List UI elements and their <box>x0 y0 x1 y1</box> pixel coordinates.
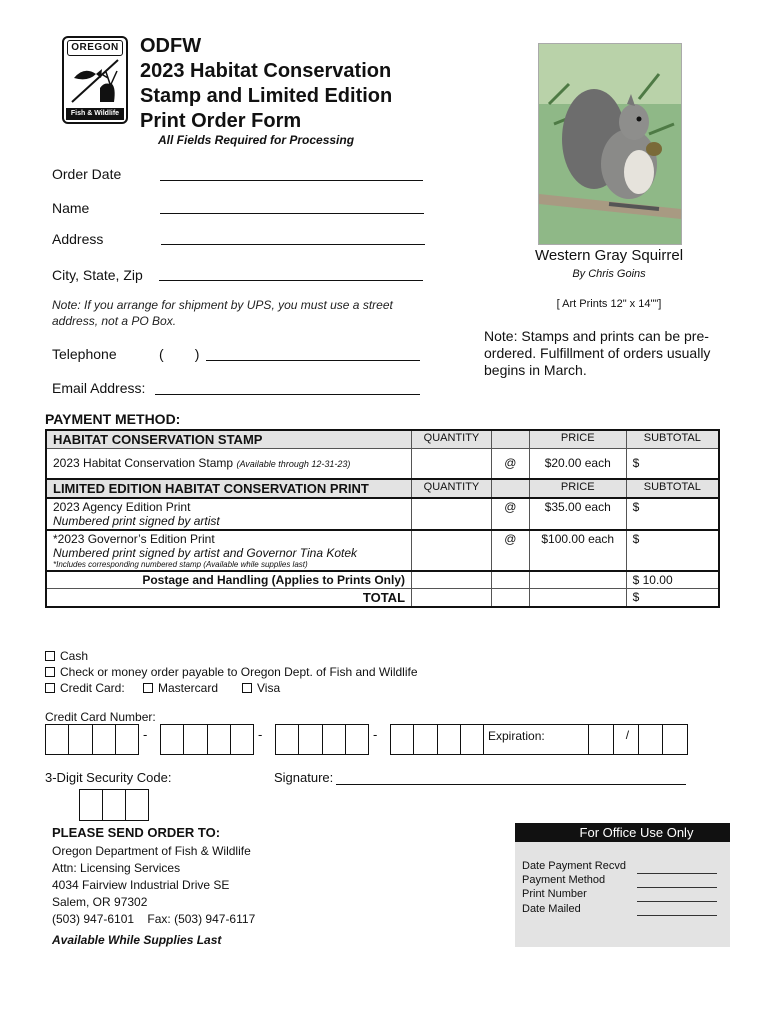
col-subtotal: SUBTOTAL <box>626 430 719 449</box>
cc-dash: - <box>143 727 148 742</box>
governor-item-label: *2023 Governor’s Edition Print <box>53 531 215 546</box>
title-line-4: Print Order Form <box>140 110 302 132</box>
address-field[interactable] <box>161 244 425 245</box>
odfw-logo <box>62 36 128 124</box>
ups-note: Note: If you arrange for shipment by UPS, you must use a street address, not a PO Box. <box>52 298 393 328</box>
office-row-label: Print Number <box>522 888 587 900</box>
mastercard-checkbox[interactable] <box>143 683 153 693</box>
total-label: TOTAL <box>46 588 412 607</box>
agency-item-sub: Numbered print signed by artist <box>53 513 220 528</box>
security-code-field[interactable] <box>79 789 149 821</box>
logo-oregon-text: OREGON <box>67 40 123 56</box>
cc-group-2[interactable] <box>160 724 254 755</box>
option-check[interactable] <box>45 664 418 680</box>
address-line: Oregon Department of Fish & Wildlife <box>52 844 251 858</box>
security-code-label: 3-Digit Security Code: <box>45 770 172 785</box>
stamp-subtotal-field[interactable]: $ <box>626 449 719 479</box>
table-row-postage <box>46 571 719 589</box>
address-line: Salem, OR 97302 <box>52 895 148 909</box>
postage-value: $ 10.00 <box>626 571 719 589</box>
agency-subtotal-field[interactable]: $ <box>626 498 719 530</box>
artist-credit: By Chris Goins <box>572 268 646 280</box>
print-section-title: LIMITED EDITION HABITAT CONSERVATION PRINT <box>46 479 412 498</box>
visa-label: Visa <box>257 681 281 695</box>
telephone-field[interactable] <box>206 360 420 361</box>
page-title <box>140 34 392 134</box>
mastercard-label: Mastercard <box>158 681 219 695</box>
credit-card-checkbox[interactable] <box>45 683 55 693</box>
cc-group-1[interactable] <box>45 724 139 755</box>
required-note: All Fields Required for Processing <box>158 133 355 147</box>
preorder-note: Note: Stamps and prints can be pre-ordered. Fulfillment of orders usually begins in March. <box>484 328 711 378</box>
city-state-zip-label: City, State, Zip <box>52 267 143 283</box>
signature-field[interactable] <box>336 784 686 785</box>
total-field[interactable]: $ <box>626 588 719 607</box>
agency-quantity-field[interactable] <box>412 498 492 530</box>
col-price-2: PRICE <box>529 479 626 498</box>
title-line-3: Stamp and Limited Edition <box>140 85 393 107</box>
address-line: 4034 Fairview Industrial Drive SE <box>52 878 230 892</box>
print-section-header <box>46 479 719 498</box>
governor-quantity-field[interactable] <box>412 530 492 571</box>
credit-card-number-label: Credit Card Number: <box>45 710 156 724</box>
office-row-line <box>637 873 717 874</box>
expiration-field[interactable] <box>483 724 688 755</box>
cc-dash: - <box>258 727 263 742</box>
at-sign: @ <box>491 498 529 530</box>
art-print-size: [ Art Prints 12" x 14""] <box>556 298 662 310</box>
option-cash[interactable] <box>45 648 88 664</box>
office-row-label: Date Payment Recvd <box>522 860 626 872</box>
office-row-line <box>637 901 717 902</box>
stamp-availability: (Available through 12-31-23) <box>236 459 351 470</box>
cc-group-4[interactable] <box>390 724 484 755</box>
address-line: Attn: Licensing Services <box>52 861 181 875</box>
agency-item-label: 2023 Agency Edition Print <box>53 499 191 514</box>
check-label: Check or money order payable to Oregon Dept. of Fish and Wildlife <box>60 665 418 679</box>
payment-table <box>45 429 720 608</box>
governor-item-sub: Numbered print signed by artist and Governor Tina Kotek <box>53 545 358 560</box>
name-field[interactable] <box>160 213 424 214</box>
governor-subtotal-field[interactable]: $ <box>626 530 719 571</box>
name-label: Name <box>52 200 90 216</box>
title-line-1: ODFW <box>140 35 202 57</box>
address-label: Address <box>52 231 104 247</box>
option-credit-card[interactable] <box>45 680 125 696</box>
order-date-label: Order Date <box>52 166 122 182</box>
availability-note: Available While Supplies Last <box>52 933 222 947</box>
option-mastercard[interactable] <box>143 680 218 696</box>
cash-checkbox[interactable] <box>45 651 55 661</box>
phone-fax-line: (503) 947-6101 Fax: (503) 947-6117 <box>52 912 256 926</box>
option-visa[interactable] <box>242 680 280 696</box>
table-row-governor-print <box>46 530 719 571</box>
city-state-zip-field[interactable] <box>159 280 423 281</box>
stamp-quantity-field[interactable] <box>412 449 492 479</box>
send-order-heading: PLEASE SEND ORDER TO: <box>52 825 221 840</box>
table-row-agency-print <box>46 498 719 530</box>
office-row-label: Date Mailed <box>522 903 581 915</box>
office-row-line <box>637 915 717 916</box>
at-sign: @ <box>491 530 529 571</box>
office-use-heading: For Office Use Only <box>515 823 730 842</box>
governor-price: $100.00 each <box>529 530 626 571</box>
fish-deer-icon <box>70 58 120 104</box>
email-label: Email Address: <box>52 380 146 396</box>
stamp-section-title: HABITAT CONSERVATION STAMP <box>46 430 412 449</box>
expiration-label: Expiration: <box>484 725 589 754</box>
email-field[interactable] <box>155 394 420 395</box>
check-checkbox[interactable] <box>45 667 55 677</box>
col-subtotal-2: SUBTOTAL <box>626 479 719 498</box>
stamp-price: $20.00 each <box>529 449 626 479</box>
order-date-field[interactable] <box>160 180 423 181</box>
mailing-address <box>52 843 255 928</box>
cc-group-3[interactable] <box>275 724 369 755</box>
at-sign: @ <box>491 449 529 479</box>
agency-price: $35.00 each <box>529 498 626 530</box>
phone-area-code: ( ) <box>159 346 200 362</box>
table-row-stamp <box>46 449 719 479</box>
governor-item-note: *Includes corresponding numbered stamp (Available while supplies last) <box>53 559 308 569</box>
artwork-caption: Western Gray Squirrel <box>534 247 684 264</box>
stamp-section-header <box>46 430 719 449</box>
squirrel-artwork <box>538 43 682 245</box>
postage-label: Postage and Handling (Applies to Prints Only) <box>46 571 412 589</box>
office-use-box <box>515 823 730 947</box>
cash-label: Cash <box>60 649 89 663</box>
col-price: PRICE <box>529 430 626 449</box>
visa-checkbox[interactable] <box>242 683 252 693</box>
office-row-line <box>637 887 717 888</box>
signature-label: Signature: <box>274 770 334 785</box>
telephone-label: Telephone <box>52 346 117 362</box>
col-quantity-2: QUANTITY <box>412 479 492 498</box>
title-line-2: 2023 Habitat Conservation <box>140 60 392 82</box>
cc-dash: - <box>373 727 378 742</box>
credit-card-label: Credit Card: <box>60 681 125 695</box>
col-quantity: QUANTITY <box>412 430 492 449</box>
logo-fish-wildlife-text: Fish & Wildlife <box>66 108 124 120</box>
payment-method-heading: PAYMENT METHOD: <box>45 411 181 427</box>
table-row-total <box>46 588 719 607</box>
expiration-slash: / <box>625 728 630 742</box>
office-row-label: Payment Method <box>522 874 606 886</box>
stamp-item-label: 2023 Habitat Conservation Stamp <box>53 456 234 471</box>
